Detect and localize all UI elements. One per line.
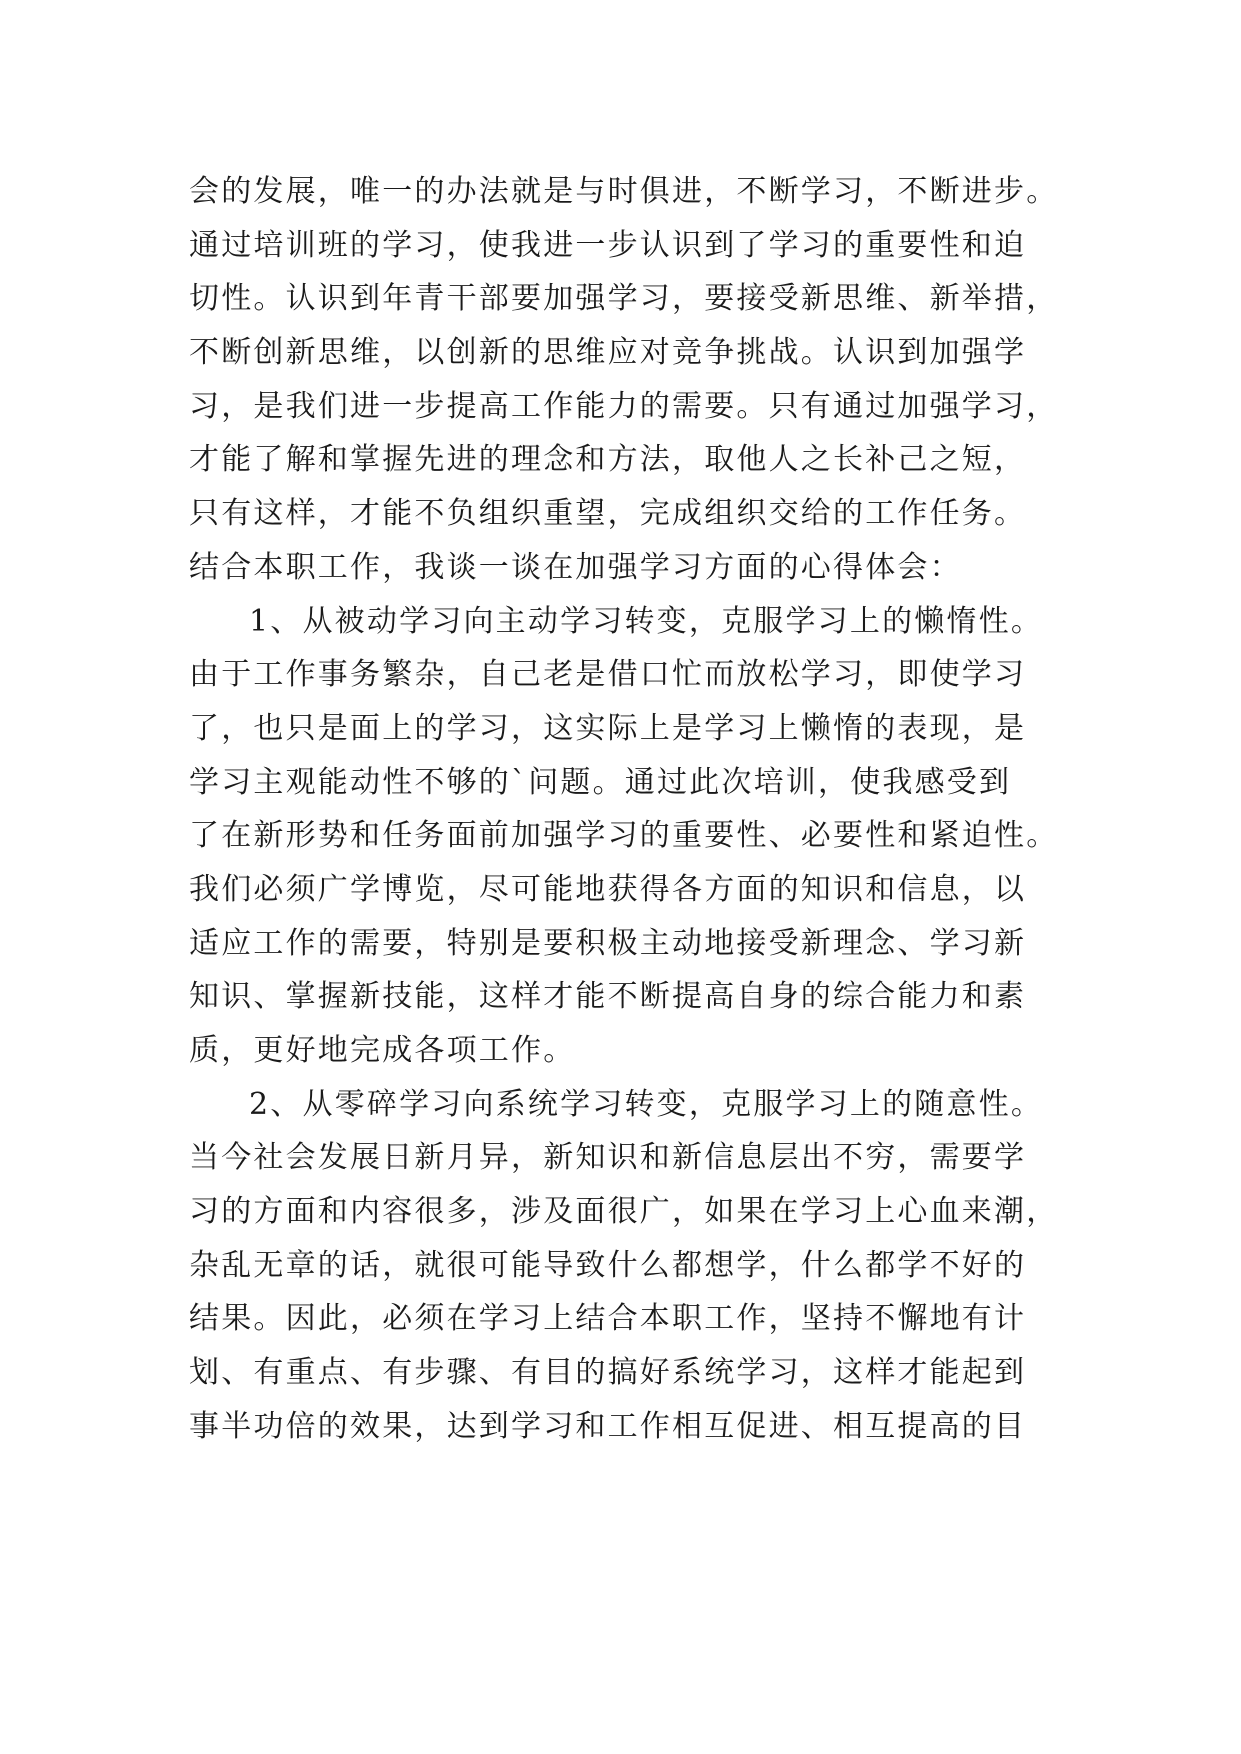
text-line: 通过培训班的学习，使我进一步认识到了学习的重要性和迫 (189, 227, 1027, 263)
text-line: 了，也只是面上的学习，这实际上是学习上懒惰的表现，是 (189, 710, 1027, 746)
text-line: 不断创新思维，以创新的思维应对竞争挑战。认识到加强学 (189, 335, 1027, 371)
text-line: 学习主观能动性不够的`问题。通过此次培训，使我感受到 (189, 764, 1012, 800)
text-line: 只有这样，才能不负组织重望，完成组织交给的工作任务。 (189, 496, 1027, 532)
text-line: 由于工作事务繁杂，自己老是借口忙而放松学习，即使学习 (189, 657, 1027, 693)
text-line: 知识、掌握新技能，这样才能不断提高自身的综合能力和素 (189, 979, 1027, 1015)
body-text (189, 165, 1069, 1454)
text-line: 适应工作的需要，特别是要积极主动地接受新理念、学习新 (189, 925, 1027, 961)
text-line: 会的发展，唯一的办法就是与时俱进，不断学习，不断进步。 (189, 174, 1059, 209)
text-line: 我们必须广学博览，尽可能地获得各方面的知识和信息，以 (189, 871, 1027, 907)
paragraph-1-heading: 1、从被动学习向主动学习转变，克服学习上的懒惰性。 (249, 603, 1044, 639)
paragraph-2-heading: 2、从零碎学习向系统学习转变，克服学习上的随意性。 (249, 1086, 1044, 1122)
text-line: 才能了解和掌握先进的理念和方法，取他人之长补己之短， (189, 442, 1027, 478)
text-line: 结合本职工作，我谈一谈在加强学习方面的心得体会： (189, 549, 962, 585)
text-line: 切性。认识到年青干部要加强学习，要接受新思维、新举措， (189, 281, 1059, 317)
text-line: 结果。因此，必须在学习上结合本职工作，坚持不懈地有计 (189, 1301, 1027, 1337)
text-line: 事半功倍的效果，达到学习和工作相互促进、相互提高的目 (189, 1408, 1027, 1444)
text-line: 当今社会发展日新月异，新知识和新信息层出不穷，需要学 (189, 1140, 1027, 1176)
text-line: 习的方面和内容很多，涉及面很广，如果在学习上心血来潮， (189, 1194, 1059, 1230)
text-line: 质，更好地完成各项工作。 (189, 1033, 576, 1068)
text-line: 习，是我们进一步提高工作能力的需要。只有通过加强学习， (189, 388, 1059, 424)
text-line: 杂乱无章的话，就很可能导致什么都想学，什么都学不好的 (189, 1247, 1027, 1283)
text-line: 了在新形势和任务面前加强学习的重要性、必要性和紧迫性。 (189, 818, 1059, 854)
text-line: 划、有重点、有步骤、有目的搞好系统学习，这样才能起到 (189, 1355, 1027, 1391)
